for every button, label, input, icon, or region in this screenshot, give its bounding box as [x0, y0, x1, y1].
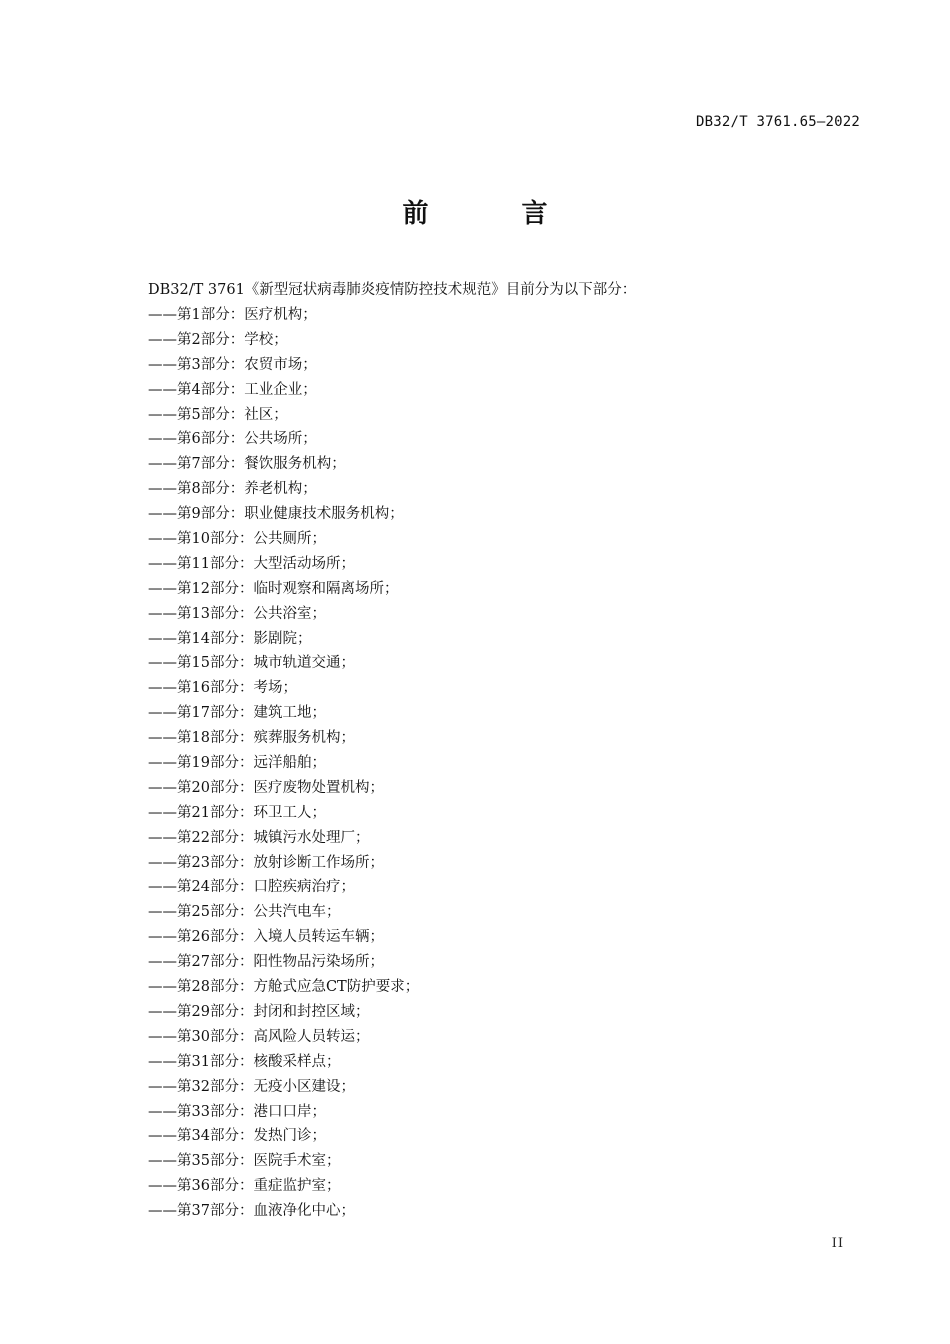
list-item: ——第20部分：医疗废物处置机构；	[148, 779, 384, 796]
list-item: ——第12部分：临时观察和隔离场所；	[148, 580, 399, 597]
parts-list	[148, 305, 419, 1226]
list-item: ——第6部分：公共场所；	[148, 431, 317, 448]
intro-paragraph: DB32/T 3761《新型冠状病毒肺炎疫情防控技术规范》目前分为以下部分：	[148, 282, 637, 298]
list-item: ——第35部分：医院手术室；	[148, 1153, 341, 1170]
list-item: ——第16部分：考场；	[148, 680, 297, 697]
list-item: ——第14部分：影剧院；	[148, 630, 312, 647]
list-item: ——第5部分：社区；	[148, 406, 288, 423]
document-code: DB32/T 3761.65—2022	[696, 114, 860, 130]
list-item: ——第32部分：无疫小区建设；	[148, 1078, 355, 1095]
list-item: ——第33部分：港口口岸；	[148, 1103, 326, 1120]
list-item: ——第19部分：远洋船舶；	[148, 755, 326, 772]
list-item: ——第4部分：工业企业；	[148, 381, 317, 398]
list-item: ——第36部分：重症监护室；	[148, 1178, 341, 1195]
page-title: 前 言	[402, 199, 590, 229]
list-item: ——第17部分：建筑工地；	[148, 705, 326, 722]
list-item: ——第15部分：城市轨道交通；	[148, 655, 355, 672]
list-item: ——第18部分：殡葬服务机构；	[148, 730, 355, 747]
list-item: ——第22部分：城镇污水处理厂；	[148, 829, 370, 846]
list-item: ——第31部分：核酸采样点；	[148, 1053, 341, 1070]
list-item: ——第29部分：封闭和封控区域；	[148, 1003, 370, 1020]
list-item: ——第25部分：公共汽电车；	[148, 904, 341, 921]
list-item: ——第28部分：方舱式应急CT防护要求；	[148, 979, 420, 996]
list-item: ——第37部分：血液净化中心；	[148, 1203, 355, 1220]
list-item: ——第10部分：公共厕所；	[148, 531, 326, 548]
list-item: ——第27部分：阳性物品污染场所；	[148, 954, 384, 971]
list-item: ——第13部分：公共浴室；	[148, 605, 326, 622]
list-item: ——第1部分：医疗机构；	[148, 307, 317, 323]
list-item: ——第30部分：高风险人员转运；	[148, 1028, 370, 1045]
list-item: ——第11部分：大型活动场所；	[148, 555, 355, 572]
list-item: ——第3部分：农贸市场；	[148, 356, 317, 373]
list-item: ——第21部分：环卫工人；	[148, 804, 326, 821]
list-item: ——第7部分：餐饮服务机构；	[148, 456, 346, 473]
list-item: ——第23部分：放射诊断工作场所；	[148, 854, 384, 871]
list-item: ——第24部分：口腔疾病治疗；	[148, 879, 355, 896]
list-item: ——第26部分：入境人员转运车辆；	[148, 929, 384, 946]
page-number: II	[831, 1236, 844, 1251]
list-item: ——第2部分：学校；	[148, 331, 288, 348]
list-item: ——第8部分：养老机构；	[148, 481, 317, 498]
list-item: ——第34部分：发热门诊；	[148, 1128, 326, 1145]
list-item: ——第9部分：职业健康技术服务机构；	[148, 506, 404, 523]
